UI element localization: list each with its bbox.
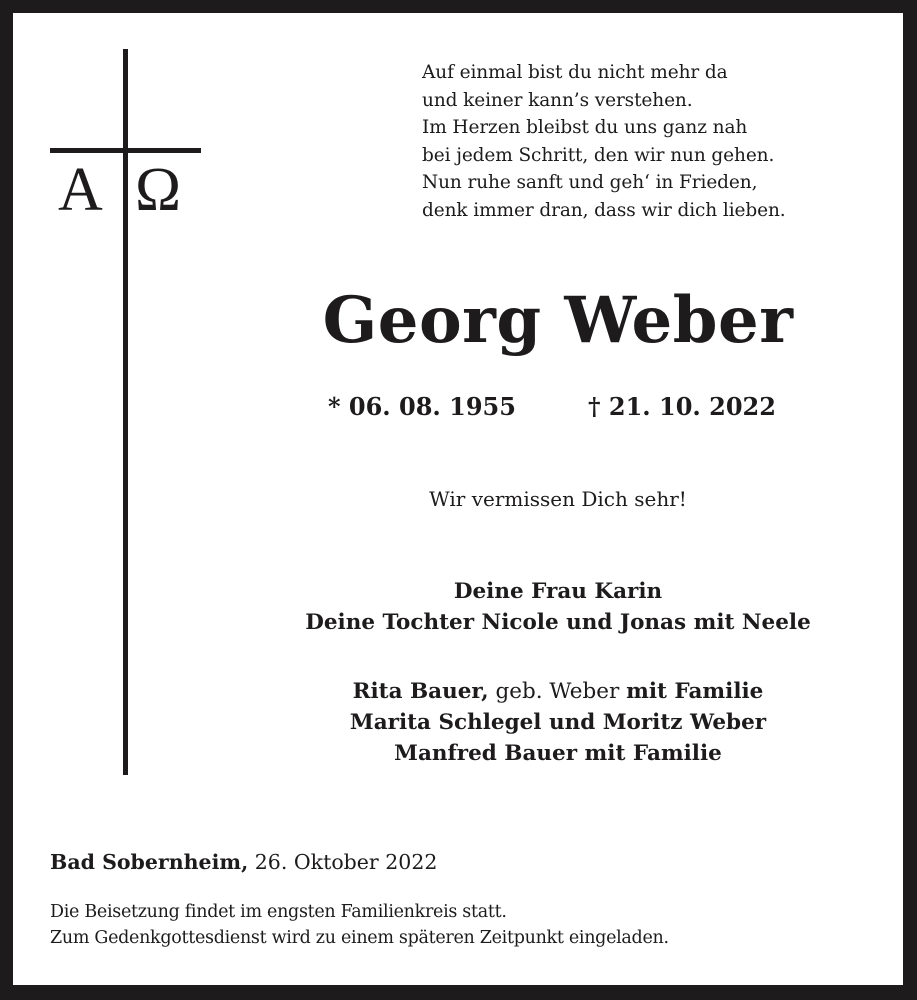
mourner-line: Deine Frau Karin (453, 579, 663, 604)
mourner-line (213, 676, 903, 707)
birth-date: * 06. 08. 1955 (328, 392, 516, 421)
maiden-name: geb. Weber (488, 679, 627, 704)
alpha-symbol: A (58, 156, 103, 224)
publication-date: 26. Oktober 2022 (248, 850, 438, 874)
mourners-extended-family (213, 676, 903, 769)
memorial-message: Wir vermissen Dich sehr! (429, 487, 687, 511)
place-and-date (50, 847, 437, 877)
place: Bad Sobernheim, (50, 850, 249, 874)
poem-line: Im Herzen bleibst du uns ganz nah (422, 117, 748, 138)
notice-line: Zum Gedenkgottesdienst wird zu einem späteren Zeitpunkt eingeladen. (50, 928, 669, 948)
notice-line: Die Beisetzung findet im engsten Familienkreis statt. (50, 902, 507, 922)
obituary-card (13, 13, 903, 985)
poem-line: denk immer dran, dass wir dich lieben. (422, 199, 786, 221)
poem-line: Auf einmal bist du nicht mehr da (422, 62, 728, 83)
deceased-name: Georg Weber (322, 283, 794, 358)
funeral-notice (50, 899, 669, 951)
mourner-line: Manfred Bauer mit Familie (394, 741, 722, 766)
cross-vertical-bar (123, 49, 128, 775)
poem-line: und keiner kann’s verstehen. (422, 89, 693, 111)
poem-line: bei jedem Schritt, den wir nun gehen. (422, 144, 775, 166)
poem-line: Nun ruhe sanft und geh‘ in Frieden, (422, 172, 758, 193)
death-date: † 21. 10. 2022 (588, 392, 776, 421)
omega-symbol: Ω (135, 156, 182, 224)
mourners-close-family (213, 576, 903, 638)
cross-horizontal-bar (50, 148, 201, 153)
poem (422, 59, 786, 224)
mourner-name: Rita Bauer, (352, 679, 489, 704)
mourner-suffix: mit Familie (626, 679, 764, 704)
mourner-line: Deine Tochter Nicole und Jonas mit Neele (305, 610, 811, 635)
mourner-line: Marita Schlegel und Moritz Weber (349, 710, 767, 735)
